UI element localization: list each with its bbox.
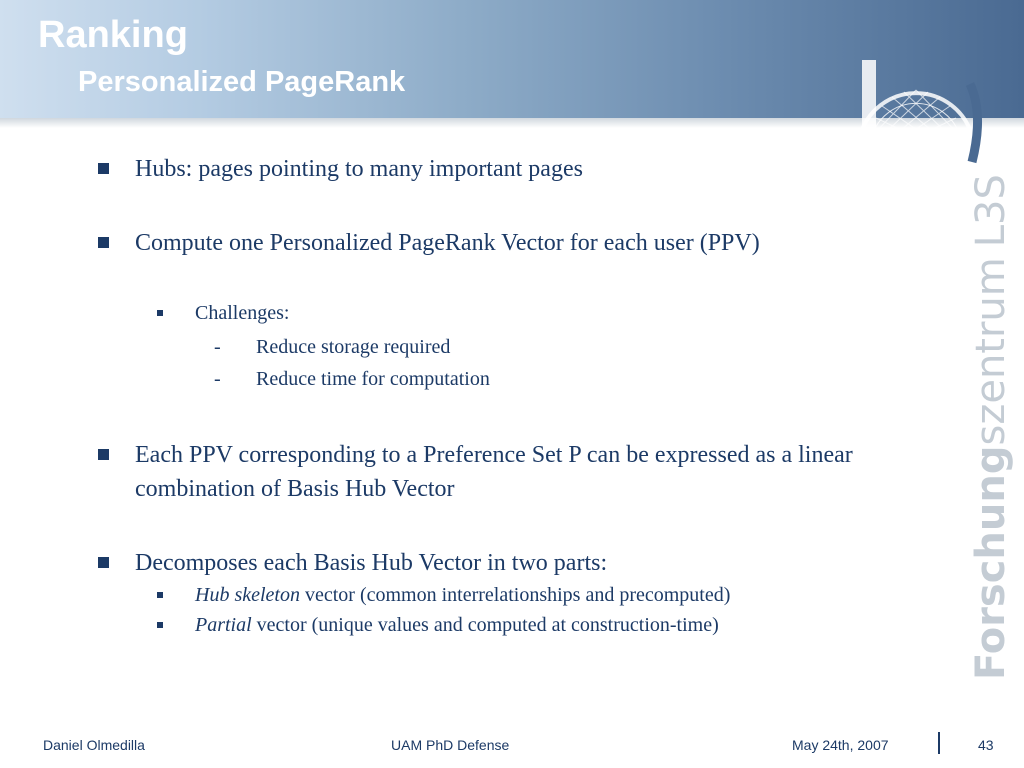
watermark-part2: szentrum [968,257,1014,446]
small-square-bullet-icon [157,622,163,628]
dash-marker: - [214,336,221,358]
small-square-bullet-icon [157,310,163,316]
sub-bullet-text: Challenges: [195,302,290,324]
square-bullet-icon [98,449,109,460]
dash-item-text: Reduce storage required [256,336,451,358]
footer-author: Daniel Olmedilla [43,737,145,753]
small-square-bullet-icon [157,592,163,598]
bullet-text: Each PPV corresponding to a Preference Set P can be expressed as a linear combination of Basis Hub Vector [135,442,853,502]
svg-text:ForschungszentrumL3S [968,174,1014,680]
square-bullet-icon [98,557,109,568]
forschungszentrum-l3s-watermark [958,174,1022,690]
footer-event: UAM PhD Defense [391,737,510,753]
plain-text: vector (common interrelationships and precomputed) [299,584,731,606]
watermark-part3: L3S [968,174,1014,248]
emphasis-text: Partial [195,614,252,636]
bullet-text: Hubs: pages pointing to many important pages [135,156,583,182]
watermark-part1: Forschung [968,445,1014,680]
page-number: 43 [978,737,994,753]
bullet-text: Decomposes each Basis Hub Vector in two parts: [135,550,608,576]
square-bullet-icon [98,163,109,174]
emphasis-text: Hub skeleton [195,584,300,606]
square-bullet-icon [98,237,109,248]
dash-item-text: Reduce time for computation [256,368,490,390]
footer-date: May 24th, 2007 [792,737,889,753]
plain-text: vector (unique values and computed at construction-time) [251,614,719,636]
dash-marker: - [214,368,221,390]
bullet-text: Compute one Personalized PageRank Vector for each user (PPV) [135,230,760,256]
slide-subtitle: Personalized PageRank [78,66,406,98]
sub-bullet-text [195,582,730,608]
sub-bullet-text [195,612,719,638]
slide-title: Ranking [38,14,188,56]
footer-divider [938,732,940,754]
